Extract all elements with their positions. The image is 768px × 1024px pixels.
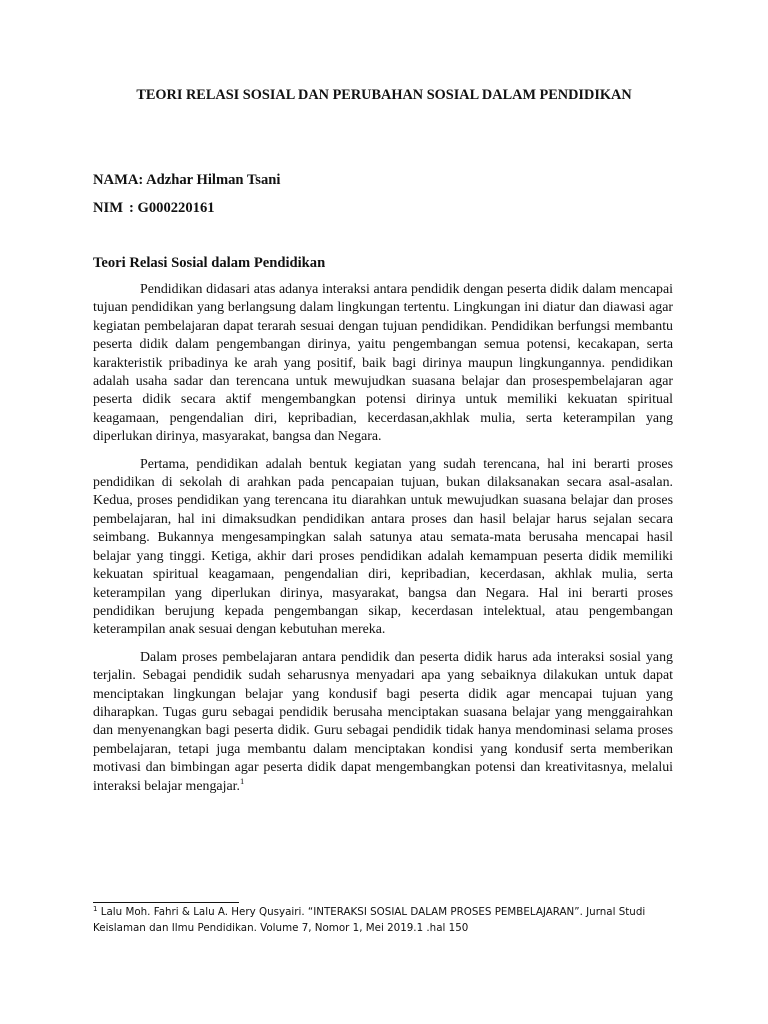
student-id xyxy=(93,200,215,217)
footnote xyxy=(93,905,683,936)
body-text xyxy=(93,281,673,805)
paragraph-3 xyxy=(93,649,673,796)
student-id-value: : G000220161 xyxy=(129,200,215,216)
section-heading: Teori Relasi Sosial dalam Pendidikan xyxy=(93,255,326,271)
footnote-reference[interactable]: 1 xyxy=(239,775,245,786)
footnote-text: Lalu Moh. Fahri & Lalu A. Hery Qusyairi. “INTERAKSI SOSIAL DALAM PROSES PEMBELAJARAN”. Jurnal Studi Keislaman dan Ilmu Pendidikan. Volume 7, Nomor 1, Mei 2019.1 .hal 150 xyxy=(93,906,646,934)
paragraph-1: Pendidikan didasari atas adanya interaksi antara pendidik dengan peserta didik dalam mencapai tujuan pendidikan yang berlangsung dalam lingkungan tertentu. Lingkungan ini diatur dan diawasi agar kegiatan pembelajaran dapat terarah sesuai dengan tujuan pendidikan. Pendidikan berfungsi membantu peserta didik dalam pengembangan dirinya, yaitu pengembangan semua potensi, kecakapan, serta karakteristik pribadinya ke arah yang positif, baik bagi dirinya maupun lingkungannya. pendidikan adalah usaha sadar dan terencana untuk mewujudkan suasana belajar dan prosespembelajaran agar peserta didik secara aktif mengembangkan potensi dirinya untuk memiliki kekuatan spiritual keagamaan, pengendalian diri, kepribadian, kecerdasan,akhlak mulia, serta keterampilan yang diperlukan dirinya, masyarakat, bangsa dan Negara. xyxy=(93,282,673,445)
document-title: TEORI RELASI SOSIAL DAN PERUBAHAN SOSIAL DALAM PENDIDIKAN xyxy=(136,87,632,103)
footnote-separator xyxy=(93,902,239,903)
footnote-marker: 1 xyxy=(93,905,98,913)
paragraph-3-text: Dalam proses pembelajaran antara pendidik dan peserta didik harus ada interaksi sosial yang terjalin. Sebagai pendidik sudah seharusnya menyadari apa yang sebaiknya dilakukan untuk dapat menciptakan lingkungan belajar yang kondusif bagi peserta didik agar mencapai tujuan yang diharapkan. Tugas guru sebagai pendidik berusaha menciptakan suasana belajar yang menggairahkan dan menyenangkan bagi peserta didik. Guru sebagai pendidik tidak hanya mendominasi selama proses pembelajaran, tetapi juga membantu dalam menciptakan kondisi yang kondusif serta memberikan motivasi dan bimbingan agar peserta didik dapat mengembangkan potensi dan kreativitasnya, melalui interaksi belajar mengajar. xyxy=(93,649,673,794)
author-name: NAMA: Adzhar Hilman Tsani xyxy=(93,172,281,188)
paragraph-2: Pertama, pendidikan adalah bentuk kegiatan yang sudah terencana, hal ini berarti proses pendidikan di sekolah di arahkan pada pencapaian tujuan, bukan dilaksanakan secara asal-asalan. Kedua, proses pendidikan yang terencana itu diarahkan untuk mewujudkan suasana belajar dan proses pembelajaran, hal ini dimaksudkan pendidikan antara proses dan hasil belajar harus sejalan secara seimbang. Bukannya mengesampingkan salah satunya atau semata-mata berusaha mencapai hasil belajar yang tinggi. Ketiga, akhir dari proses pendidikan adalah kemampuan peserta didik memiliki kekuatan spiritual keagamaan, pengendalian diri, kepribadian, kecerdasan, akhlak mulia, serta keterampilan yang diperlukan dirinya, masyarakat, bangsa dan Negara. Hal ini berarti proses pendidikan berujung kepada pengembangan sikap, kecerdasan intelektual, atau pengembangan keterampilan anak sesuai dengan kebutuhan mereka. xyxy=(93,456,673,638)
student-id-label: NIM xyxy=(93,200,123,216)
